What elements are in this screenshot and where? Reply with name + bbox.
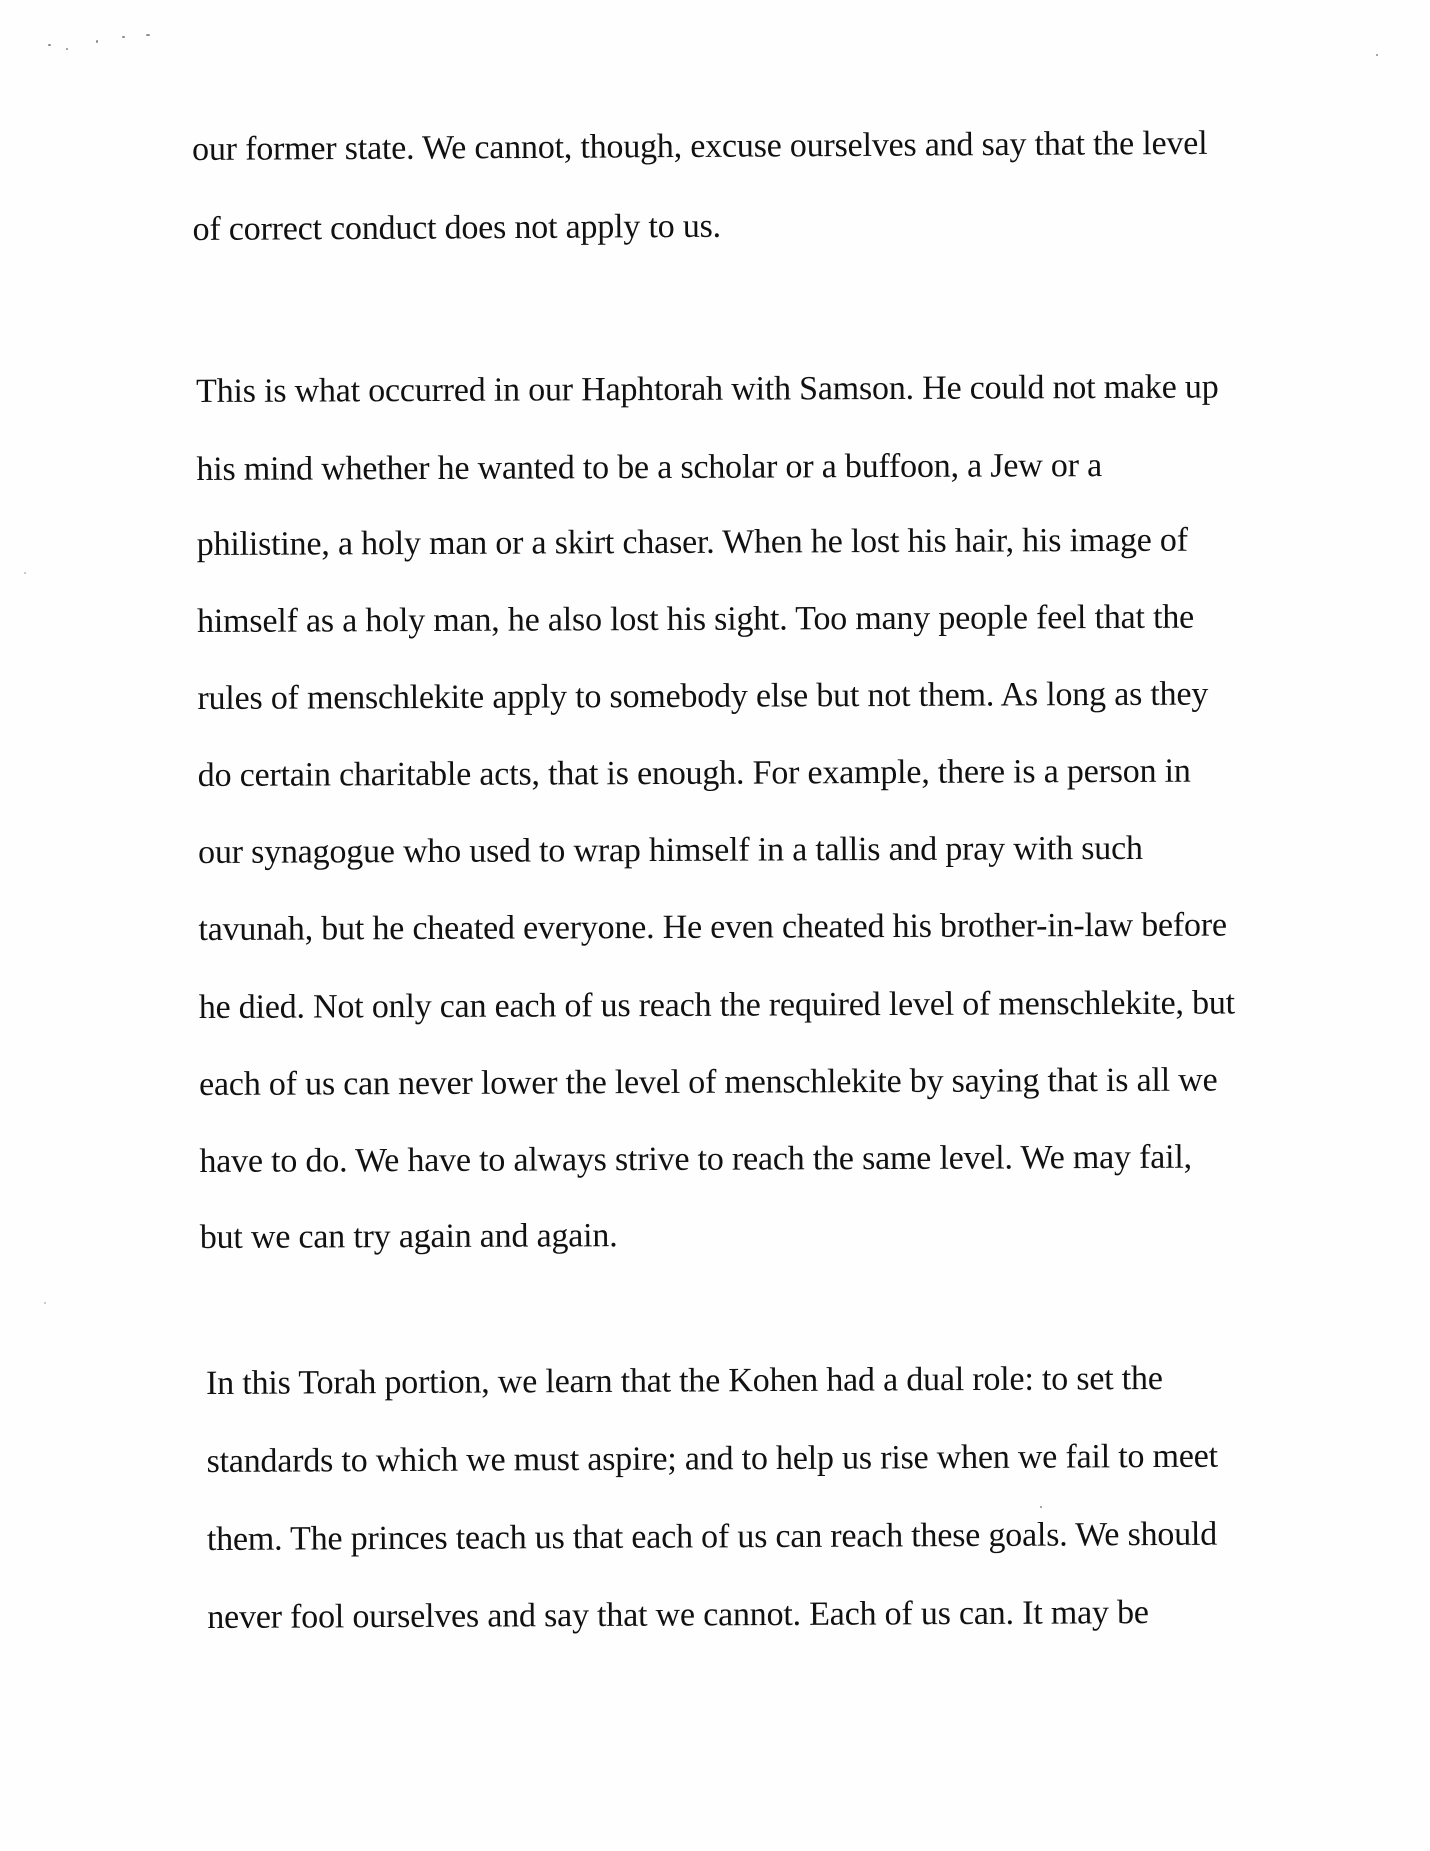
text-line: our former state. We cannot, though, excuse ourselves and say that the level — [192, 124, 1208, 168]
text-line: them. The princes teach us that each of us can reach these goals. We should — [206, 1515, 1218, 1558]
text-line: tavunah, but he cheated everyone. He even cheated his brother-in-law before — [198, 906, 1227, 948]
text-line: his mind whether he wanted to be a scholar or a buffoon, a Jew or a — [196, 447, 1103, 488]
scan-speck — [146, 34, 150, 36]
scan-speck — [48, 44, 51, 46]
text-line: never fool ourselves and say that we cannot. Each of us can. It may be — [207, 1594, 1149, 1636]
text-line: philistine, a holy man or a skirt chaser. When he lost his hair, his image of — [196, 521, 1188, 563]
scan-speck — [1376, 54, 1378, 56]
text-line: In this Torah portion, we learn that the Kohen had a dual role: to set the — [206, 1359, 1163, 1402]
scan-speck — [96, 40, 98, 43]
text-line: have to do. We have to always strive to reach the same level. We may fail, — [199, 1138, 1192, 1180]
text-line: each of us can never lower the level of menschlekite by saying that is all we — [199, 1061, 1218, 1103]
text-line: but we can try again and again. — [199, 1217, 618, 1256]
text-line: standards to which we must aspire; and to help us rise when we fail to meet — [206, 1437, 1218, 1480]
scan-speck — [66, 48, 68, 50]
scan-speck — [1040, 1506, 1042, 1508]
text-line: of correct conduct does not apply to us. — [192, 207, 722, 248]
paragraph-1 — [192, 123, 1272, 248]
paragraph-3 — [206, 1358, 1286, 1636]
scan-speck — [24, 572, 26, 574]
scan-speck — [122, 36, 125, 38]
text-line: This is what occurred in our Haphtorah with Samson. He could not make up — [196, 368, 1219, 410]
text-line: our synagogue who used to wrap himself in a tallis and pray with such — [198, 829, 1143, 871]
scan-speck — [44, 1302, 46, 1304]
text-line: himself as a holy man, he also lost his sight. Too many people feel that the — [197, 598, 1195, 640]
paragraph-2 — [196, 367, 1276, 1256]
text-line: rules of menschlekite apply to somebody else but not them. As long as they — [197, 675, 1209, 717]
text-line: do certain charitable acts, that is enough. For example, there is a person in — [197, 752, 1191, 794]
text-line: he died. Not only can each of us reach the required level of menschlekite, but — [198, 984, 1235, 1026]
